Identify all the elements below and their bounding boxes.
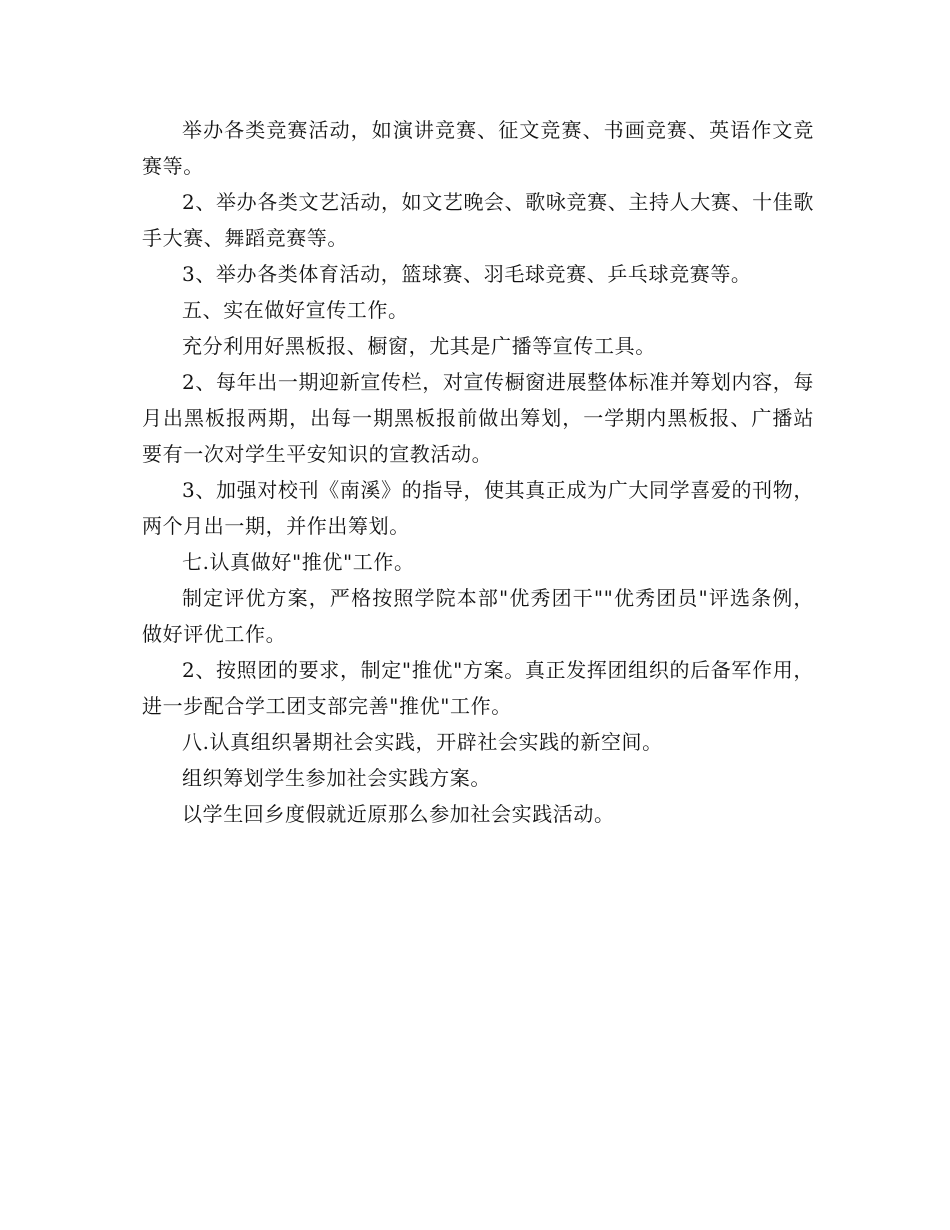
- document-body: [142, 112, 814, 832]
- paragraph-bulletin-boards: 2、每年出一期迎新宣传栏，对宣传橱窗进展整体标准并筹划内容，每月出黑板报两期，出每一期黑板报前做出筹划，一学期内黑板报、广播站要有一次对学生平安知识的宣教活动。: [142, 370, 814, 466]
- section-heading-recommendation: 七.认真做好"推优"工作。: [182, 550, 415, 574]
- paragraph-competitions: 举办各类竞赛活动，如演讲竞赛、征文竞赛、书画竞赛、英语作文竞赛等。: [142, 118, 814, 178]
- paragraph-practice-plan: 组织筹划学生参加社会实践方案。: [182, 766, 491, 790]
- section-heading-summer-practice: 八.认真组织暑期社会实践，开辟社会实践的新空间。: [182, 730, 663, 754]
- paragraph-sports-activities: 3、举办各类体育活动，篮球赛、羽毛球竞赛、乒乓球竞赛等。: [182, 262, 752, 286]
- paragraph-arts-activities: 2、举办各类文艺活动，如文艺晚会、歌咏竞赛、主持人大赛、十佳歌手大赛、舞蹈竞赛等。: [142, 190, 814, 250]
- paragraph-practice-hometown: 以学生回乡度假就近原那么参加社会实践活动。: [182, 802, 615, 826]
- paragraph-recommendation-plan: 2、按照团的要求，制定"推优"方案。真正发挥团组织的后备军作用，进一步配合学工团支部完善"推优"工作。: [142, 658, 814, 718]
- section-heading-publicity: 五、实在做好宣传工作。: [182, 298, 409, 322]
- paragraph-publicity-tools: 充分利用好黑板报、橱窗，尤其是广播等宣传工具。: [182, 334, 656, 358]
- paragraph-school-journal: 3、加强对校刊《南溪》的指导，使其真正成为广大同学喜爱的刊物，两个月出一期，并作出筹划。: [142, 478, 814, 538]
- paragraph-evaluation-plan: 制定评优方案，严格按照学院本部"优秀团干""优秀团员"评选条例，做好评优工作。: [142, 586, 814, 646]
